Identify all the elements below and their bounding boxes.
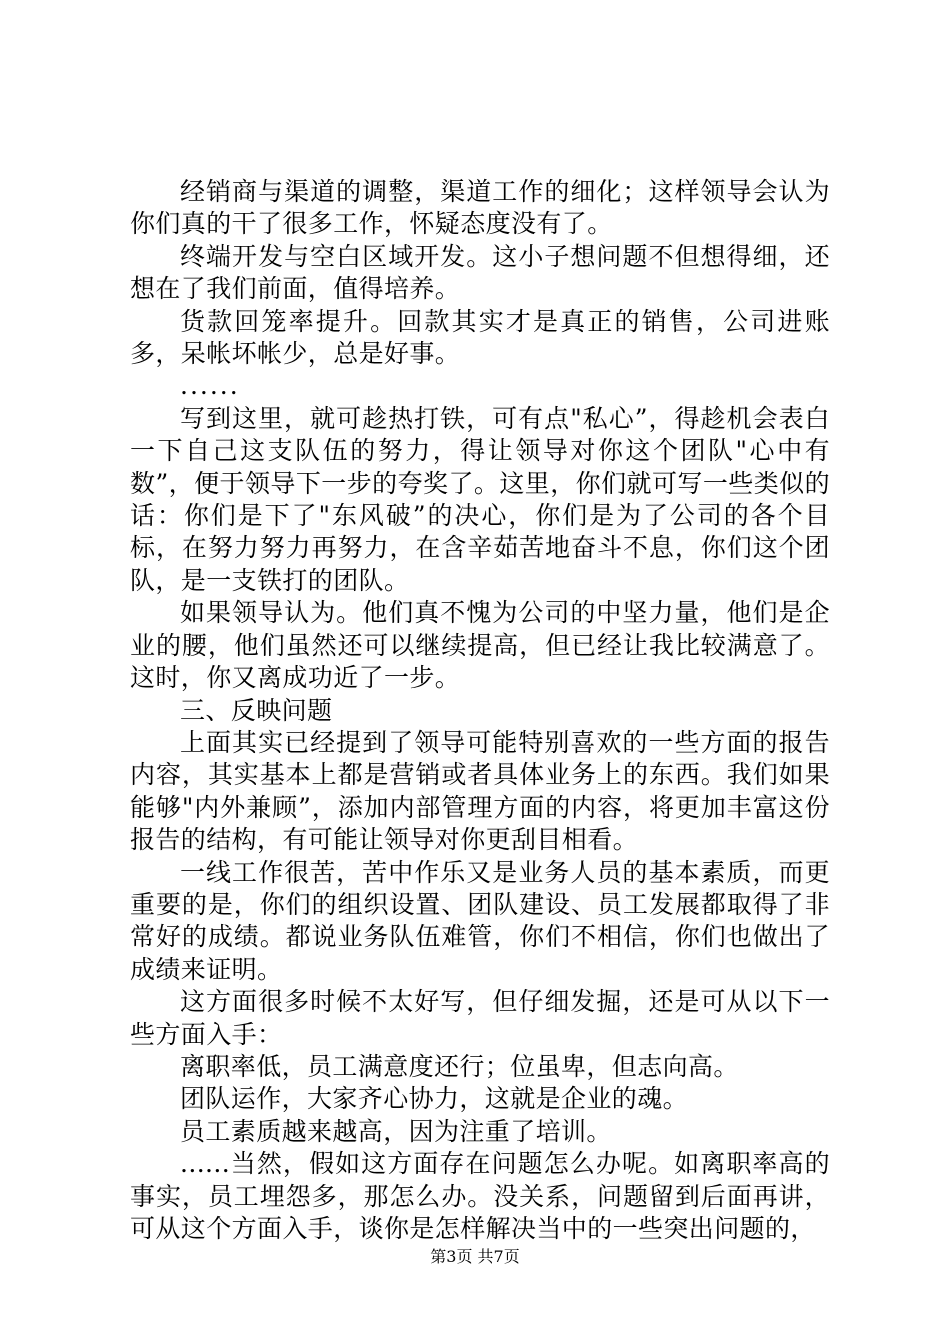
paragraph-frontline-work: 一线工作很苦，苦中作乐又是业务人员的基本素质，而更重要的是，你们的组织设置、团队建设、员工发展都取得了非常好的成绩。都说业务队伍难管，你们不相信，你们也做出了成绩来证明。 (130, 857, 830, 984)
paragraph-training: 员工素质越来越高，因为注重了培训。 (180, 1116, 612, 1146)
paragraph-internal-management: 上面其实已经提到了领导可能特别喜欢的一些方面的报告内容，其实基本上都是营销或者具体业务上的东西。我们如果能够"内外兼顾”，添加内部管理方面的内容，将更加丰富这份报告的结构，有可能让领导对你更刮目相看。 (130, 727, 830, 855)
paragraph-leader-opinion: 如果领导认为。他们真不愧为公司的中坚力量，他们是企业的腰，他们虽然还可以继续提高，但已经让我比较满意了。这时，你又离成功近了一步。 (130, 598, 830, 693)
document-body (130, 176, 830, 1245)
paragraph-team-effort: 写到这里，就可趁热打铁，可有点"私心”，得趁机会表白一下自己这支队伍的努力，得让领导对你这个团队"心中有数”，便于领导下一步的夸奖了。这里，你们就可写一些类似的话：你们是下了"东风破”的决心，你们是为了公司的各个目标，在努力努力再努力，在含辛茹苦地奋斗不息，你们这个团队，是一支铁打的团队。 (130, 403, 830, 595)
paragraph-ellipsis: ...... (180, 371, 240, 401)
paragraph-terminal-development: 终端开发与空白区域开发。这小子想问题不但想得细，还想在了我们前面，值得培养。 (130, 241, 830, 304)
paragraph-turnover: 离职率低，员工满意度还行；位虽卑，但志向高。 (180, 1051, 739, 1081)
paragraph-teamwork: 团队运作，大家齐心协力，这就是企业的魂。 (180, 1084, 689, 1114)
paragraph-problem-solving: ......当然，假如这方面存在问题怎么办呢。如离职率高的事实，员工埋怨多，那怎么办。没关系，问题留到后面再讲，可从这个方面入手，谈你是怎样解决当中的一些突出问题的， (130, 1149, 830, 1243)
paragraph-dealer-channel: 经销商与渠道的调整，渠道工作的细化；这样领导会认为你们真的干了很多工作，怀疑态度没有了。 (130, 177, 830, 239)
page-number-footer: 第3页 共7页 (430, 1247, 520, 1266)
paragraph-payment-collection: 货款回笼率提升。回款其实才是真正的销售，公司进账多，呆帐坏帐少，总是好事。 (130, 306, 830, 369)
paragraph-how-to-write: 这方面很多时候不太好写，但仔细发掘，还是可从以下一些方面入手： (130, 987, 830, 1049)
section-heading-reflect-problems: 三、反映问题 (180, 695, 333, 725)
